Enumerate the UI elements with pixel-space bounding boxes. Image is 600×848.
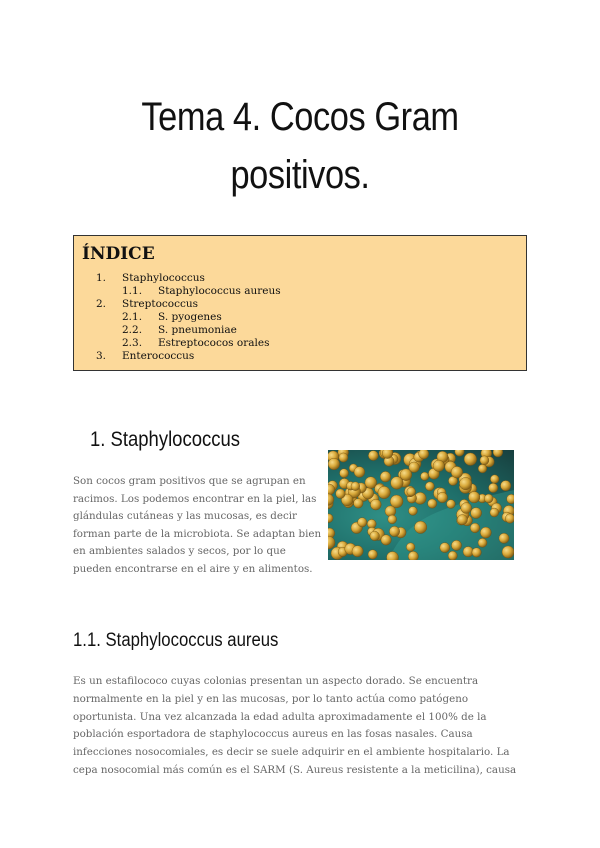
coccus-cell bbox=[505, 514, 514, 523]
coccus-cell bbox=[490, 475, 499, 484]
coccus-cell bbox=[408, 551, 418, 560]
coccus-cell bbox=[471, 508, 482, 519]
coccus-cell bbox=[447, 500, 456, 509]
coccus-cell bbox=[489, 483, 498, 492]
coccus-cell bbox=[340, 469, 349, 478]
toc-item-s-pyogenes: 2.1. S. pyogenes bbox=[122, 311, 222, 323]
coccus-cell bbox=[507, 494, 514, 503]
section-paragraph-staphylococcus-aureus: Es un estafilococo cuyas colonias presentan un aspecto dorado. Se encuentra normalmente en la piel y en las mucosas, por lo tanto actúa como patógeno oportunista. Una vez alcanzada la edad adulta aproximadamente el 100% de la población esportadora de staphylococcus aureus en las fosas nasales. Causa infecciones nosocomiales, es decir se suele adquirir en el ambiente hospitalario. La cepa nosocomial más común es el SARM (S. Aureus resistente a la meticilina), causa bbox=[73, 675, 517, 776]
coccus-cell bbox=[354, 499, 364, 509]
coccus-cell bbox=[428, 499, 437, 508]
coccus-cell bbox=[448, 551, 457, 560]
coccus-cell bbox=[501, 481, 511, 491]
coccus-cell bbox=[351, 482, 360, 491]
toc-item-staphylococcus: 1. Staphylococcus bbox=[96, 272, 205, 284]
coccus-cell bbox=[400, 469, 412, 481]
coccus-cell bbox=[419, 450, 429, 459]
coccus-cell bbox=[407, 487, 416, 496]
coccus-cell bbox=[499, 533, 509, 543]
coccus-cell bbox=[421, 472, 429, 480]
coccus-cell bbox=[328, 458, 340, 470]
coccus-cell bbox=[437, 492, 447, 502]
coccus-cell bbox=[406, 543, 415, 552]
coccus-cell bbox=[457, 515, 467, 525]
coccus-cell bbox=[352, 546, 363, 557]
coccus-cell bbox=[328, 536, 335, 549]
coccus-cell bbox=[336, 489, 346, 499]
coccus-cell bbox=[433, 460, 444, 471]
coccus-cell bbox=[480, 527, 491, 538]
coccus-cell bbox=[370, 499, 381, 510]
coccus-cell bbox=[358, 518, 367, 527]
coccus-cell bbox=[328, 514, 333, 523]
section-paragraph-staphylococcus: Son cocos gram positivos que se agrupan en racimos. Los podemos encontrar en la piel, las glándulas cutáneas y las mucosas, es decir forman parte de la microbiota. Se adaptan bien en ambientes salados y secos, por lo que pueden encontrarse en el aire y en alimentos. bbox=[73, 475, 322, 575]
cocci-cluster-illustration bbox=[328, 450, 514, 560]
coccus-cell bbox=[490, 508, 499, 517]
toc-item-enterococcus: 3. Enterococcus bbox=[96, 350, 195, 362]
coccus-cell bbox=[368, 550, 377, 559]
coccus-cell bbox=[469, 492, 480, 503]
table-of-contents bbox=[73, 235, 527, 371]
coccus-cell bbox=[464, 453, 477, 466]
coccus-cell bbox=[425, 482, 434, 491]
coccus-cell bbox=[493, 450, 503, 457]
title-line-1: Tema 4. Cocos Gram bbox=[141, 95, 459, 139]
toc-item-streptococcus: 2. Streptococcus bbox=[96, 298, 199, 310]
toc-heading: ÍNDICE bbox=[82, 244, 155, 264]
coccus-cell bbox=[502, 546, 514, 558]
toc-item-estreptococos-orales: 2.3. Estreptococos orales bbox=[122, 337, 270, 349]
coccus-cell bbox=[459, 477, 471, 489]
coccus-cell bbox=[380, 471, 391, 482]
coccus-cell bbox=[370, 531, 380, 541]
coccus-cell bbox=[409, 507, 418, 516]
section-heading-staphylococcus: 1. Staphylococcus bbox=[90, 428, 240, 451]
staphylococcus-micrograph bbox=[328, 450, 514, 560]
coccus-cell bbox=[472, 548, 481, 557]
coccus-cell bbox=[451, 540, 461, 550]
coccus-cell bbox=[470, 523, 480, 533]
document-title bbox=[94, 88, 507, 204]
title-line-2: positivos. bbox=[230, 153, 370, 197]
coccus-cell bbox=[451, 466, 463, 478]
coccus-cell bbox=[339, 453, 348, 462]
coccus-cell bbox=[440, 543, 450, 553]
toc-item-staphylococcus-aureus: 1.1. Staphylococcus aureus bbox=[122, 285, 281, 297]
section-heading-staphylococcus-aureus: 1.1. Staphylococcus aureus bbox=[73, 630, 279, 651]
coccus-cell bbox=[368, 451, 378, 461]
coccus-cell bbox=[382, 450, 393, 459]
coccus-cell bbox=[378, 486, 390, 498]
coccus-cell bbox=[385, 506, 396, 517]
coccus-cell bbox=[455, 450, 464, 456]
coccus-cell bbox=[389, 526, 399, 536]
coccus-cell bbox=[484, 494, 493, 503]
coccus-cell bbox=[388, 515, 397, 524]
coccus-cell bbox=[414, 521, 426, 533]
coccus-cell bbox=[354, 467, 365, 478]
coccus-cell bbox=[480, 456, 489, 465]
coccus-cell bbox=[461, 503, 472, 514]
coccus-cell bbox=[381, 535, 391, 545]
coccus-cell bbox=[478, 538, 487, 547]
toc-item-s-pneumoniae: 2.2. S. pneumoniae bbox=[122, 324, 237, 336]
